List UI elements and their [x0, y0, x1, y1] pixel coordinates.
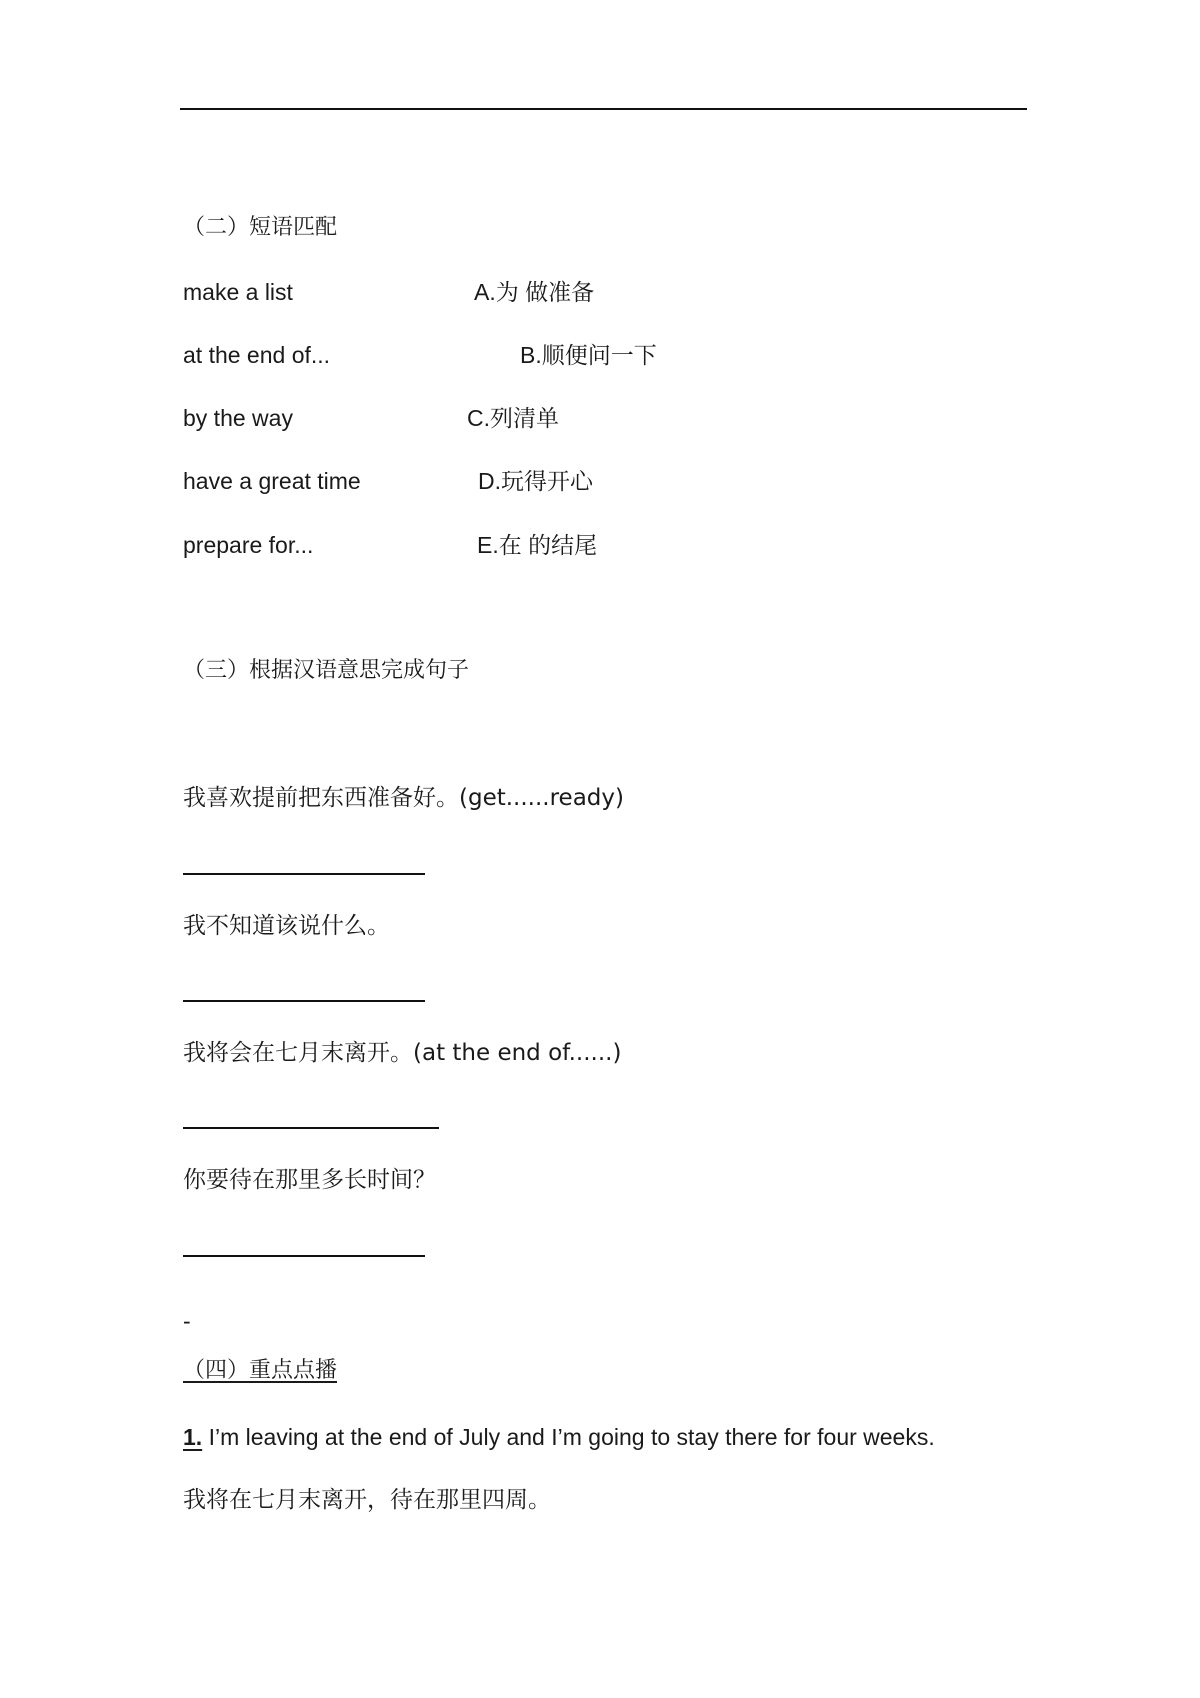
separator-dash: -: [183, 1308, 191, 1334]
option-3: C.列清单: [467, 405, 559, 431]
sentence-prompt-4: 你要待在那里多长时间？: [183, 1167, 436, 1193]
key-point-number: 1.: [183, 1424, 203, 1450]
phrase-3: by the way: [183, 405, 293, 431]
phrase-4: have a great time: [183, 468, 361, 494]
answer-blank-2: [183, 1000, 425, 1002]
answer-blank-4: [183, 1255, 425, 1257]
answer-blank-1: [183, 873, 425, 875]
section4-heading: （四）重点点播: [183, 1358, 338, 1383]
header-rule: [180, 108, 1027, 110]
sentence-prompt-1: 我喜欢提前把东西准备好。(get......ready): [183, 785, 624, 811]
section3-heading: （三）根据汉语意思完成句子: [183, 658, 470, 683]
key-point-sentence: I’m leaving at the end of July and I’m going to stay there for four weeks.: [208, 1424, 935, 1450]
option-5: E.在 的结尾: [477, 532, 598, 558]
phrase-5: prepare for...: [183, 532, 314, 558]
option-1: A.为 做准备: [474, 279, 595, 305]
section2-heading: （二）短语匹配: [183, 215, 338, 240]
option-2: B.顺便问一下: [520, 342, 657, 368]
key-point-translation: 我将在七月末离开，待在那里四周。: [183, 1487, 551, 1513]
sentence-prompt-3: 我将会在七月末离开。(at the end of......): [183, 1040, 622, 1066]
phrase-1: make a list: [183, 279, 293, 305]
key-point-1: [183, 1422, 935, 1452]
option-4: D.玩得开心: [478, 468, 593, 494]
sentence-prompt-2: 我不知道该说什么。: [183, 913, 390, 939]
answer-blank-3: [183, 1127, 439, 1129]
phrase-2: at the end of...: [183, 342, 331, 368]
